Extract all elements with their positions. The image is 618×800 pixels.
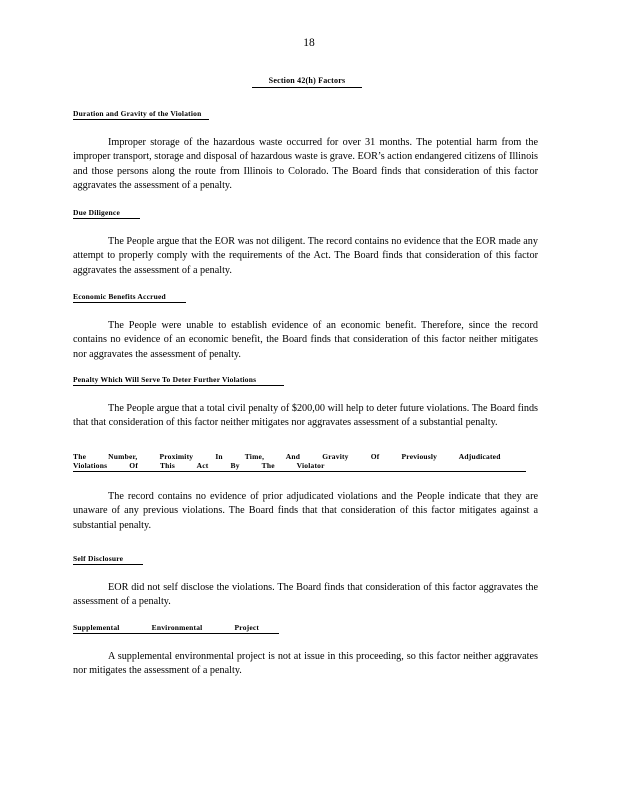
- page-number: 18: [303, 37, 315, 49]
- factor-body: The People argue that a total civil penalty of $200,00 will help to deter future violations. The Board finds that that consideration of this factor neither mitigates nor aggravates assessment of a substantial penalty.: [73, 403, 538, 429]
- factor-prior-violations: [73, 452, 538, 533]
- factor-heading: Duration and Gravity of the Violation: [73, 109, 209, 120]
- factor-body: A supplemental environmental project is not at issue in this proceeding, so this factor neither aggravates nor mitigates the assessment of a penalty.: [73, 651, 538, 677]
- section-heading: Section 42(h) Factors: [252, 76, 362, 88]
- factor-due-diligence: [73, 202, 538, 278]
- factor-body: The People were unable to establish evidence of an economic benefit. Therefore, since the record contains no evidence of an economic benefit, the Board finds that consideration of this factor neither mitigates nor aggravates the assessment of penalty.: [73, 320, 538, 360]
- factor-heading: Self Disclosure: [73, 554, 143, 565]
- factor-deterrence: [73, 369, 538, 431]
- factor-economic-benefits: [73, 286, 538, 362]
- factor-heading: Economic Benefits Accrued: [73, 292, 186, 303]
- factor-supplemental-project: [73, 617, 538, 679]
- factor-body: Improper storage of the hazardous waste occurred for over 31 months. The potential harm from the improper transport, storage and disposal of hazardous waste is grave. EOR’s action endangered citizens of Illinois and those persons along the route from Illinois to Colorado. The Board finds that consideration of this factor aggravates the assessment of a penalty.: [73, 137, 538, 191]
- factor-body: The People argue that the EOR was not diligent. The record contains no evidence that the EOR made any attempt to properly comply with the requirements of the Act. The Board finds that consideration of this factor aggravates the assessment of a penalty.: [73, 236, 538, 276]
- factor-body: The record contains no evidence of prior adjudicated violations and the People indicate that they are unaware of any previous violations. The Board finds that that consideration of this factor mitigates against a substantial penalty.: [73, 491, 538, 531]
- factor-duration-gravity: [73, 103, 538, 193]
- factor-heading: The Number, Proximity In Time, And Gravity Of Previously Adjudicated Violations Of This Act By The Violator: [73, 452, 526, 472]
- factor-heading: Supplemental Environmental Project: [73, 623, 279, 634]
- factor-heading: Penalty Which Will Serve To Deter Further Violations: [73, 375, 284, 386]
- factor-self-disclosure: [73, 548, 538, 610]
- factor-body: EOR did not self disclose the violations. The Board finds that consideration of this factor aggravates the assessment of a penalty.: [73, 582, 538, 608]
- factor-heading: Due Diligence: [73, 208, 140, 219]
